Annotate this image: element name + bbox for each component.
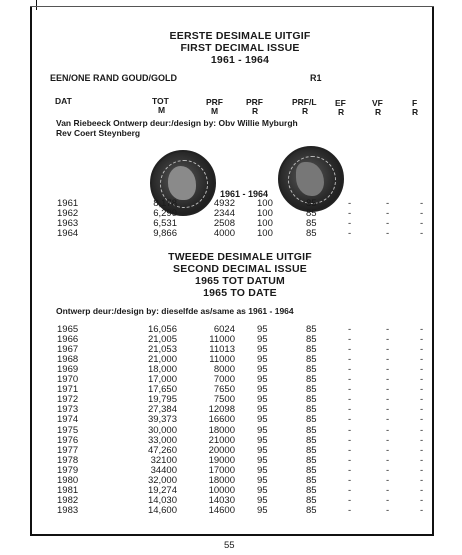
cell-prfl: 85	[306, 504, 317, 516]
cell-prf2: 95	[257, 504, 268, 516]
heading-first-afrikaans: EERSTE DESIMALE UITGIF	[169, 30, 311, 42]
cell-prf2: 100	[257, 228, 273, 239]
page-border-bottom	[30, 534, 434, 536]
cell-year: 1974	[57, 414, 79, 426]
table-row	[0, 485, 462, 495]
cell-prf2: 95	[257, 484, 268, 496]
cell-year: 1978	[57, 454, 79, 466]
cell-prfl: 85	[306, 464, 317, 476]
heading-second-afrikaans: TWEEDE DESIMALE UITGIF	[168, 251, 312, 263]
cell-year: 1977	[57, 444, 79, 456]
table-row	[0, 495, 462, 505]
cell-tot: 17,000	[147, 374, 177, 386]
cell-ef: -	[348, 208, 352, 219]
cell-vf: -	[386, 364, 390, 376]
cell-prf: 11000	[209, 354, 235, 366]
cell-prf2: 95	[257, 364, 268, 376]
cell-prf: 18000	[208, 424, 235, 436]
cell-f: -	[420, 454, 424, 466]
cell-vf: -	[386, 354, 390, 366]
table-row	[0, 208, 462, 218]
cell-tot: 19,795	[147, 394, 177, 406]
cell-ef: -	[348, 334, 352, 346]
cell-f: -	[420, 404, 424, 416]
cell-year: 1962	[57, 208, 79, 219]
cell-prf: 20000	[208, 444, 235, 456]
table-row	[0, 384, 462, 394]
cell-tot: 6,531	[153, 218, 177, 229]
cell-prf: 7650	[213, 384, 235, 396]
cell-ef: -	[348, 414, 352, 426]
cell-prf: 14030	[208, 494, 235, 506]
cell-ef: -	[348, 218, 352, 229]
cell-tot: 27,384	[147, 404, 177, 416]
cell-prf: 4000	[213, 228, 235, 239]
cell-tot: 17,650	[147, 384, 177, 396]
cell-ef: -	[348, 364, 352, 376]
cell-prfl: 85	[306, 494, 317, 506]
col-header-dat: DAT	[55, 96, 72, 106]
cell-tot: 47,260	[147, 444, 177, 456]
design-credit-reverse: Rev Coert Steynberg	[56, 128, 141, 138]
cell-vf: -	[386, 228, 390, 239]
cell-vf: -	[386, 474, 390, 486]
coin-caption: 1961 - 1964	[220, 189, 269, 199]
cell-prf: 18000	[208, 474, 235, 486]
cell-f: -	[420, 364, 424, 376]
cell-prfl: 85	[306, 444, 317, 456]
col-header-prfl-sub: R	[302, 106, 309, 116]
table-row	[0, 445, 462, 455]
cell-prf2: 95	[257, 474, 268, 486]
cell-vf: -	[386, 454, 390, 466]
cell-tot: 9,866	[153, 228, 177, 239]
cell-vf: -	[386, 434, 390, 446]
cell-ef: -	[348, 228, 352, 239]
coin-obverse-portrait	[168, 166, 196, 200]
cell-f: -	[420, 374, 424, 386]
table-row	[0, 404, 462, 414]
table-row	[0, 228, 462, 238]
cell-vf: -	[386, 424, 390, 436]
cell-prf: 11000	[209, 334, 235, 346]
col-header-vf-sub: R	[375, 107, 382, 117]
cell-prf2: 95	[257, 494, 268, 506]
cell-prf2: 95	[257, 424, 268, 436]
table-row	[0, 414, 462, 424]
table-row	[0, 334, 462, 344]
table-row	[0, 218, 462, 228]
table-row	[0, 324, 462, 334]
cell-tot: 16,056	[147, 324, 177, 335]
cell-prfl: 85	[306, 198, 317, 209]
design-credit-second: Ontwerp deur:/design by: dieselfde as/same as 1961 - 1964	[56, 306, 294, 316]
cell-f: -	[420, 424, 424, 436]
col-header-prf2-sub: R	[252, 106, 259, 116]
cell-vf: -	[386, 218, 390, 229]
cell-f: -	[420, 484, 424, 496]
cell-f: -	[420, 228, 424, 239]
cell-f: -	[420, 444, 424, 456]
cell-prfl: 85	[306, 374, 317, 386]
heading-second-years-english: 1965 TO DATE	[203, 287, 277, 299]
table-row	[0, 455, 462, 465]
cell-year: 1965	[57, 324, 79, 335]
table-row	[0, 435, 462, 445]
cell-prf2: 95	[257, 414, 268, 426]
cell-f: -	[420, 334, 424, 346]
cell-year: 1966	[57, 334, 79, 346]
cell-prfl: 85	[306, 454, 317, 466]
cell-tot: 8,178	[153, 198, 177, 209]
table-row	[0, 465, 462, 475]
cell-prf: 10000	[208, 484, 235, 496]
cell-f: -	[420, 414, 424, 426]
cell-vf: -	[386, 384, 390, 396]
cell-vf: -	[386, 324, 390, 335]
cell-year: 1973	[57, 404, 79, 416]
cell-prf2: 95	[257, 434, 268, 446]
cell-tot: 18,000	[147, 364, 177, 376]
cell-year: 1961	[57, 198, 79, 209]
cell-f: -	[420, 504, 424, 516]
cell-year: 1971	[57, 384, 79, 396]
cell-prfl: 85	[306, 208, 317, 219]
cell-vf: -	[386, 484, 390, 496]
cell-tot: 14,030	[147, 494, 177, 506]
cell-prf2: 95	[257, 384, 268, 396]
cell-year: 1967	[57, 344, 79, 356]
cell-prf: 14600	[208, 504, 235, 516]
cell-year: 1963	[57, 218, 79, 229]
cell-ef: -	[348, 384, 352, 396]
heading-first-years: 1961 - 1964	[210, 54, 270, 66]
cell-f: -	[420, 474, 424, 486]
cell-f: -	[420, 494, 424, 506]
cell-vf: -	[386, 344, 390, 356]
cell-ef: -	[348, 424, 352, 436]
cell-vf: -	[386, 494, 390, 506]
cell-prf2: 95	[257, 324, 268, 335]
table-row	[0, 198, 462, 208]
cell-ef: -	[348, 484, 352, 496]
cell-prf2: 95	[257, 334, 268, 346]
cell-f: -	[420, 354, 424, 366]
cell-vf: -	[386, 404, 390, 416]
cell-prfl: 85	[306, 324, 317, 335]
cell-tot: 21,053	[147, 344, 177, 356]
cell-f: -	[420, 464, 424, 476]
cell-prfl: 85	[306, 474, 317, 486]
cell-ef: -	[348, 474, 352, 486]
cell-f: -	[420, 384, 424, 396]
cell-ef: -	[348, 504, 352, 516]
page-border-top	[36, 0, 37, 10]
cell-prf: 17000	[208, 464, 235, 476]
cell-prf: 4932	[213, 198, 235, 209]
cell-prf2: 100	[257, 218, 273, 229]
cell-ef: -	[348, 374, 352, 386]
cell-vf: -	[386, 208, 390, 219]
cell-tot: 21,000	[147, 354, 177, 366]
cell-f: -	[420, 394, 424, 406]
cell-tot: 32100	[150, 454, 177, 466]
cell-prfl: 85	[306, 434, 317, 446]
cell-tot: 39,373	[147, 414, 177, 426]
cell-tot: 34400	[150, 464, 177, 476]
cell-prfl: 85	[306, 484, 317, 496]
cell-f: -	[420, 198, 424, 209]
cell-f: -	[420, 208, 424, 219]
cell-year: 1982	[57, 494, 79, 506]
table-row	[0, 505, 462, 515]
cell-f: -	[420, 344, 424, 356]
cell-ef: -	[348, 454, 352, 466]
cell-ef: -	[348, 404, 352, 416]
col-header-tot-sub: M	[158, 105, 166, 115]
cell-prfl: 85	[306, 394, 317, 406]
col-header-prf-sub: M	[211, 106, 219, 116]
cell-prf: 16600	[208, 414, 235, 426]
cell-vf: -	[386, 374, 390, 386]
cell-prfl: 85	[306, 404, 317, 416]
cell-prfl: 85	[306, 354, 317, 366]
cell-year: 1979	[57, 464, 79, 476]
cell-ef: -	[348, 444, 352, 456]
table-row	[0, 364, 462, 374]
col-header-ef-sub: R	[338, 107, 345, 117]
cell-tot: 14,600	[147, 504, 177, 516]
cell-f: -	[420, 218, 424, 229]
cell-year: 1972	[57, 394, 79, 406]
col-header-prfl: PRF/L	[292, 97, 317, 107]
heading-first-english: FIRST DECIMAL ISSUE	[180, 42, 300, 54]
cell-tot: 32,000	[147, 474, 177, 486]
cell-prfl: 85	[306, 414, 317, 426]
cell-year: 1981	[57, 484, 79, 496]
cell-vf: -	[386, 198, 390, 209]
cell-vf: -	[386, 414, 390, 426]
cell-prf2: 95	[257, 444, 268, 456]
cell-year: 1970	[57, 374, 79, 386]
cell-f: -	[420, 324, 424, 335]
cell-prf: 7500	[213, 394, 235, 406]
cell-prf2: 95	[257, 394, 268, 406]
cell-vf: -	[386, 444, 390, 456]
cell-year: 1968	[57, 354, 79, 366]
cell-tot: 6,299	[153, 208, 177, 219]
page-border-top-line	[30, 6, 434, 7]
cell-prfl: 85	[306, 344, 317, 356]
cell-year: 1976	[57, 434, 79, 446]
heading-second-english: SECOND DECIMAL ISSUE	[173, 263, 307, 275]
cell-tot: 21,005	[147, 334, 177, 346]
col-header-prf2: PRF	[246, 97, 263, 107]
cell-prfl: 85	[306, 424, 317, 436]
col-header-prf: PRF	[206, 97, 223, 107]
table-row	[0, 475, 462, 485]
page-number: 55	[224, 540, 235, 551]
cell-vf: -	[386, 504, 390, 516]
cell-ef: -	[348, 394, 352, 406]
cell-tot: 33,000	[147, 434, 177, 446]
cell-prf: 2508	[213, 218, 235, 229]
cell-ef: -	[348, 324, 352, 335]
cell-prfl: 85	[306, 228, 317, 239]
table-row	[0, 394, 462, 404]
cell-tot: 30,000	[147, 424, 177, 436]
col-header-f-sub: R	[412, 107, 419, 117]
cell-prf2: 95	[257, 374, 268, 386]
cell-tot: 19,274	[147, 484, 177, 496]
table-row	[0, 354, 462, 364]
cell-ef: -	[348, 198, 352, 209]
cell-f: -	[420, 434, 424, 446]
cell-prf: 6024	[213, 324, 235, 335]
cell-prf: 8000	[213, 364, 235, 376]
cell-prf2: 95	[257, 344, 268, 356]
table-row	[0, 425, 462, 435]
col-header-vf: VF	[372, 98, 383, 108]
cell-ef: -	[348, 344, 352, 356]
cell-year: 1975	[57, 424, 79, 436]
cell-vf: -	[386, 464, 390, 476]
cell-ef: -	[348, 494, 352, 506]
cell-prf: 21000	[208, 434, 235, 446]
cell-ef: -	[348, 354, 352, 366]
cell-prf: 7000	[213, 374, 235, 386]
cell-prf2: 95	[257, 404, 268, 416]
col-header-f: F	[412, 98, 418, 108]
col-header-tot: TOT	[152, 96, 169, 106]
cell-prf: 2344	[213, 208, 235, 219]
cell-vf: -	[386, 334, 390, 346]
col-header-ef: EF	[335, 98, 346, 108]
cell-prf: 12098	[208, 404, 235, 416]
table-row	[0, 344, 462, 354]
cell-ef: -	[348, 464, 352, 476]
cell-prf2: 100	[257, 198, 273, 209]
denomination-code: R1	[310, 73, 322, 83]
cell-ef: -	[348, 434, 352, 446]
cell-prf: 11013	[209, 344, 235, 356]
cell-prfl: 85	[306, 218, 317, 229]
table-row	[0, 374, 462, 384]
cell-year: 1969	[57, 364, 79, 376]
cell-prf2: 95	[257, 464, 268, 476]
cell-vf: -	[386, 394, 390, 406]
cell-prfl: 85	[306, 384, 317, 396]
cell-prfl: 85	[306, 364, 317, 376]
denomination: EEN/ONE RAND GOUD/GOLD	[50, 73, 178, 83]
cell-year: 1980	[57, 474, 79, 486]
cell-prf2: 95	[257, 454, 268, 466]
cell-prf2: 100	[257, 208, 273, 219]
heading-second-years-afrikaans: 1965 TOT DATUM	[195, 275, 285, 287]
cell-prfl: 85	[306, 334, 317, 346]
cell-year: 1964	[57, 228, 79, 239]
design-credit-obverse: Van Riebeeck Ontwerp deur:/design by: Obv Willie Myburgh	[56, 118, 298, 128]
cell-year: 1983	[57, 504, 79, 516]
cell-prf2: 95	[257, 354, 268, 366]
cell-prf: 19000	[208, 454, 235, 466]
